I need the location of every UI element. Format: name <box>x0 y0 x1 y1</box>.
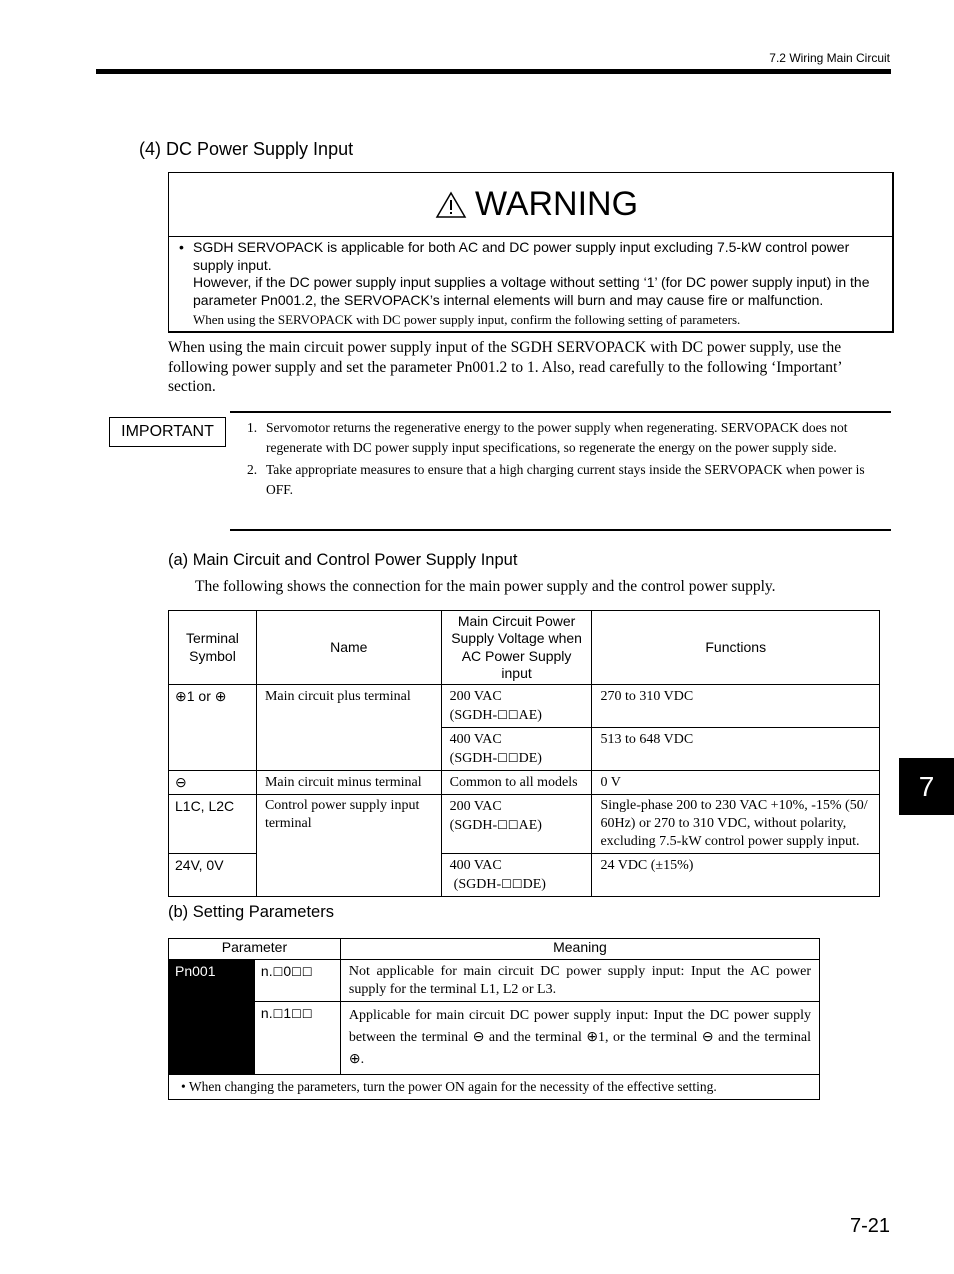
intro-paragraph: When using the main circuit power supply input of the SGDH SERVOPACK with DC power supply, use the following power supply and set the parameter Pn001.2 to 1. Also, read carefully to the following ‘Important’ section. <box>168 339 842 395</box>
header-voltage: Main Circuit Power Supply Voltage when AC Power Supply input <box>441 611 592 685</box>
important-list <box>247 418 872 502</box>
minus-terminal-symbol: ⊖ <box>701 1030 714 1045</box>
cell-voltage: 400 VAC (SGDH-☐☐DE) <box>441 728 592 771</box>
header-name: Name <box>256 611 441 685</box>
table-note-row <box>169 1075 820 1100</box>
parameter-meaning: Applicable for main circuit DC power supply input: Input the DC power supply between the terminal ⊖ and the terminal ⊕1, or the terminal ⊖ and the terminal ⊕. <box>340 1002 819 1075</box>
cell-voltage: 200 VAC (SGDH-☐☐AE) <box>441 795 592 854</box>
subsection-a-heading: (a) Main Circuit and Control Power Supply Input <box>168 551 518 569</box>
header-rule <box>96 69 891 74</box>
minus-terminal-symbol: ⊖ <box>472 1030 485 1045</box>
table-row <box>169 771 880 795</box>
table-header-row <box>169 939 820 960</box>
parameter-note: • When changing the parameters, turn the power ON again for the necessity of the effective setting. <box>169 1075 820 1100</box>
cell-voltage: 200 VAC (SGDH-☐☐AE) <box>441 685 592 728</box>
table-row <box>169 685 880 728</box>
parameter-number: Pn001 <box>169 960 255 1075</box>
table-row <box>169 795 880 854</box>
cell-symbol: L1C, L2C <box>169 795 257 854</box>
cell-symbol: ⊖ <box>169 771 257 795</box>
warning-title <box>435 185 638 224</box>
important-item-number: 1. <box>247 420 258 435</box>
page-number: 7-21 <box>849 1215 890 1237</box>
cell-name: Control power supply input terminal <box>256 795 441 897</box>
subsection-a-text: The following shows the connection for the main power supply and the control power supply. <box>195 578 776 595</box>
important-item-number: 2. <box>247 462 258 477</box>
warning-line-3: When using the SERVOPACK with DC power supply input, confirm the following setting of parameters. <box>193 312 741 327</box>
important-rule-top <box>230 411 891 413</box>
digit-box: ☐☐ <box>291 1007 313 1021</box>
digit-box: ☐ <box>272 1007 284 1021</box>
warning-title-text: WARNING <box>475 185 639 223</box>
plus-terminal-symbol: ⊕ <box>348 1052 361 1067</box>
important-item <box>247 418 872 457</box>
running-head: 7.2 Wiring Main Circuit <box>769 51 890 65</box>
parameter-meaning: Not applicable for main circuit DC power supply input: Input the AC power supply for the terminal L1, L2 or L3. <box>340 960 819 1002</box>
model-code-boxes: ☐☐ <box>497 708 519 722</box>
model-code-boxes: ☐☐ <box>497 751 519 765</box>
model-code-boxes: ☐☐ <box>497 818 519 832</box>
cell-voltage: Common to all models <box>441 771 592 795</box>
header-terminal-symbol: Terminal Symbol <box>169 611 257 685</box>
parameter-setting: n.☐0☐☐ <box>254 960 340 1002</box>
model-code-boxes: ☐☐ <box>501 877 523 891</box>
parameter-table <box>168 938 820 1100</box>
important-rule-bottom <box>230 529 891 531</box>
warning-triangle-icon <box>435 191 467 219</box>
warning-line-1: SGDH SERVOPACK is applicable for both AC and DC power supply input excluding 7.5-kW control power supply input. <box>193 239 850 273</box>
warning-title-row <box>169 173 892 237</box>
cell-function: 513 to 648 VDC <box>592 728 880 771</box>
table-row <box>169 960 820 1002</box>
cell-function: 24 VDC (±15%) <box>592 854 880 897</box>
warning-body <box>179 239 879 329</box>
header-parameter: Parameter <box>169 939 341 960</box>
cell-name: Main circuit plus terminal <box>256 685 441 771</box>
cell-voltage: 400 VAC (SGDH-☐☐DE) <box>441 854 592 897</box>
chapter-tab: 7 <box>899 758 954 815</box>
table-header-row <box>169 611 880 685</box>
warning-box <box>168 172 894 333</box>
section-heading: (4) DC Power Supply Input <box>139 139 354 159</box>
important-label: IMPORTANT <box>109 417 226 447</box>
header-functions: Functions <box>592 611 880 685</box>
cell-function: 270 to 310 VDC <box>592 685 880 728</box>
important-item-text: Servomotor returns the regenerative energy to the power supply when regenerating. SERVOPACK does not regenerate with DC power supply input specifications, so regenerate the energy on the power supply side. <box>266 420 848 455</box>
power-supply-table <box>168 610 880 897</box>
subsection-b-heading: (b) Setting Parameters <box>168 903 334 921</box>
table-row <box>169 1002 820 1075</box>
cell-function: Single-phase 200 to 230 VAC +10%, -15% (50/ 60Hz) or 270 to 310 VDC, without polarity, excluding 7.5-kW control power supply input. <box>592 795 880 854</box>
important-item <box>247 460 872 499</box>
plus1-terminal-symbol: ⊕1 <box>586 1030 606 1045</box>
cell-symbol: 24V, 0V <box>169 854 257 897</box>
warning-line-2: However, if the DC power supply input supplies a voltage without setting ‘1’ (for DC power supply input) in the parameter Pn001.2, the SERVOPACK’s internal elements will burn and may cause fire or malfunction. <box>193 274 870 308</box>
important-item-text: Take appropriate measures to ensure that a high charging current stays inside the SERVOPACK when power is OFF. <box>266 462 865 497</box>
parameter-setting: n.☐1☐☐ <box>254 1002 340 1075</box>
cell-name: Main circuit minus terminal <box>256 771 441 795</box>
digit-box: ☐ <box>272 965 284 979</box>
header-meaning: Meaning <box>340 939 819 960</box>
warning-bullet: • <box>179 239 184 255</box>
cell-symbol: ⊕1 or ⊕ <box>169 685 257 771</box>
cell-function: 0 V <box>592 771 880 795</box>
digit-box: ☐☐ <box>291 965 313 979</box>
